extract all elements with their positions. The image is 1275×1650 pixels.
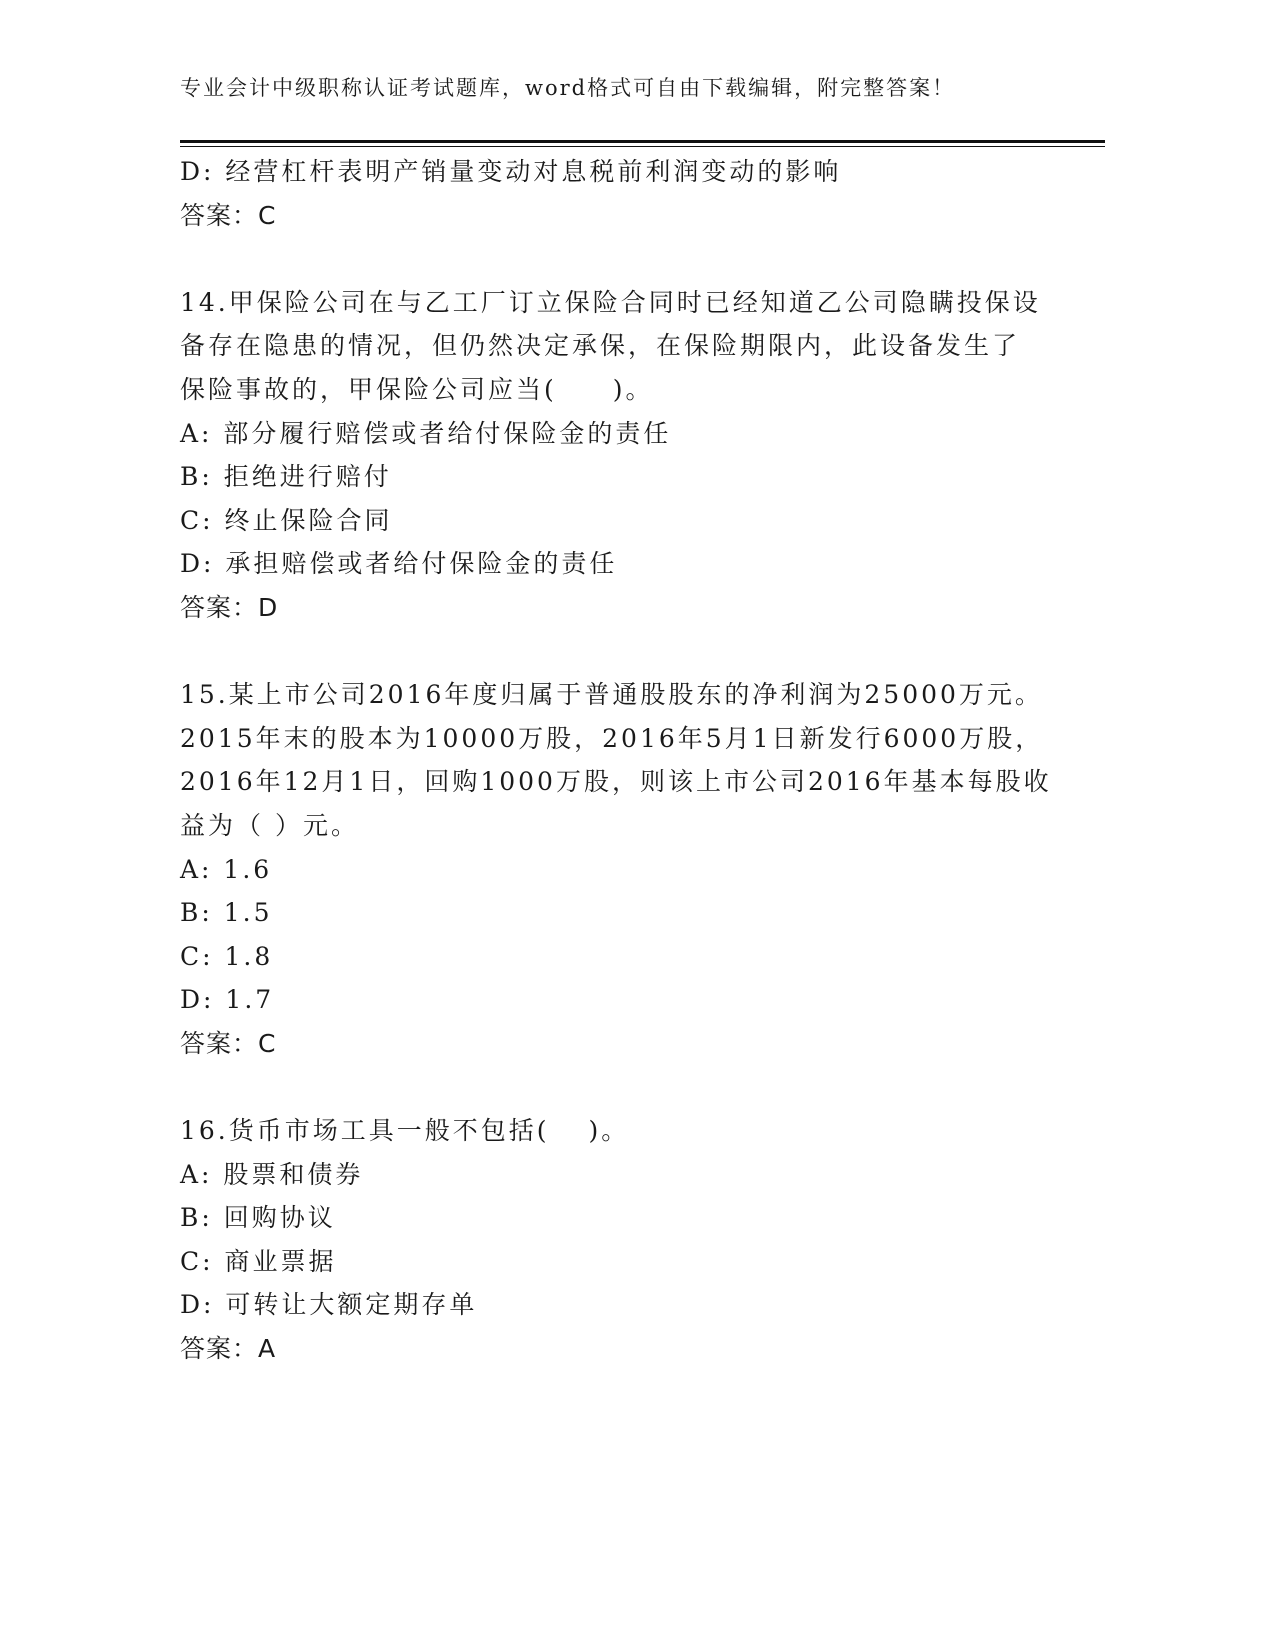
- option-d: D: 1.7: [180, 985, 275, 1015]
- previous-question-tail: [180, 150, 1060, 237]
- question-stem-line: 益为（ ）元。: [180, 810, 359, 840]
- document-body: [180, 150, 1060, 1371]
- answer-line: 答案：D: [180, 592, 279, 622]
- spacer: [180, 1065, 1060, 1109]
- page-header: 专业会计中级职称认证考试题库，word格式可自由下载编辑，附完整答案！: [180, 76, 956, 100]
- question-14: [180, 281, 1060, 630]
- option-b: B: 拒绝进行赔付: [180, 462, 392, 492]
- option-d: D: 承担赔偿或者给付保险金的责任: [180, 549, 618, 579]
- header-rule-thin: [180, 146, 1105, 147]
- question-stem-line: 备存在隐患的情况，但仍然决定承保，在保险期限内，此设备发生了: [180, 331, 1021, 361]
- option-a: A: 1.6: [180, 854, 273, 884]
- option-d: D: 可转让大额定期存单: [180, 1290, 478, 1320]
- question-stem-line: 2016年12月1日，回购1000万股，则该上市公司2016年基本每股收: [180, 767, 1052, 797]
- option-c: C: 商业票据: [180, 1246, 337, 1276]
- option-c: C: 终止保险合同: [180, 505, 393, 535]
- option-a: A: 部分履行赔偿或者给付保险金的责任: [180, 418, 672, 448]
- answer-line: 答案：A: [180, 1334, 277, 1364]
- question-stem-line: 保险事故的，甲保险公司应当( )。: [180, 374, 654, 404]
- answer-line: 答案：C: [180, 200, 277, 230]
- spacer: [180, 237, 1060, 281]
- option-c: C: 1.8: [180, 941, 274, 971]
- question-stem-line: 15.某上市公司2016年度归属于普通股股东的净利润为25000万元。: [180, 680, 1043, 710]
- header-rule-thick: [180, 140, 1105, 143]
- option-d: D: 经营杠杆表明产销量变动对息税前利润变动的影响: [180, 157, 842, 186]
- question-stem-line: 16.货币市场工具一般不包括( )。: [180, 1116, 630, 1146]
- option-b: B: 回购协议: [180, 1203, 336, 1233]
- question-16: [180, 1109, 1060, 1371]
- option-b: B: 1.5: [180, 898, 273, 928]
- question-stem-line: 14.甲保险公司在与乙工厂订立保险合同时已经知道乙公司隐瞒投保设: [180, 287, 1041, 317]
- answer-line: 答案：C: [180, 1028, 277, 1058]
- option-a: A: 股票和债券: [180, 1159, 364, 1189]
- spacer: [180, 630, 1060, 674]
- question-stem-line: 2015年末的股本为10000万股，2016年5月1日新发行6000万股，: [180, 723, 1044, 753]
- question-15: [180, 673, 1060, 1065]
